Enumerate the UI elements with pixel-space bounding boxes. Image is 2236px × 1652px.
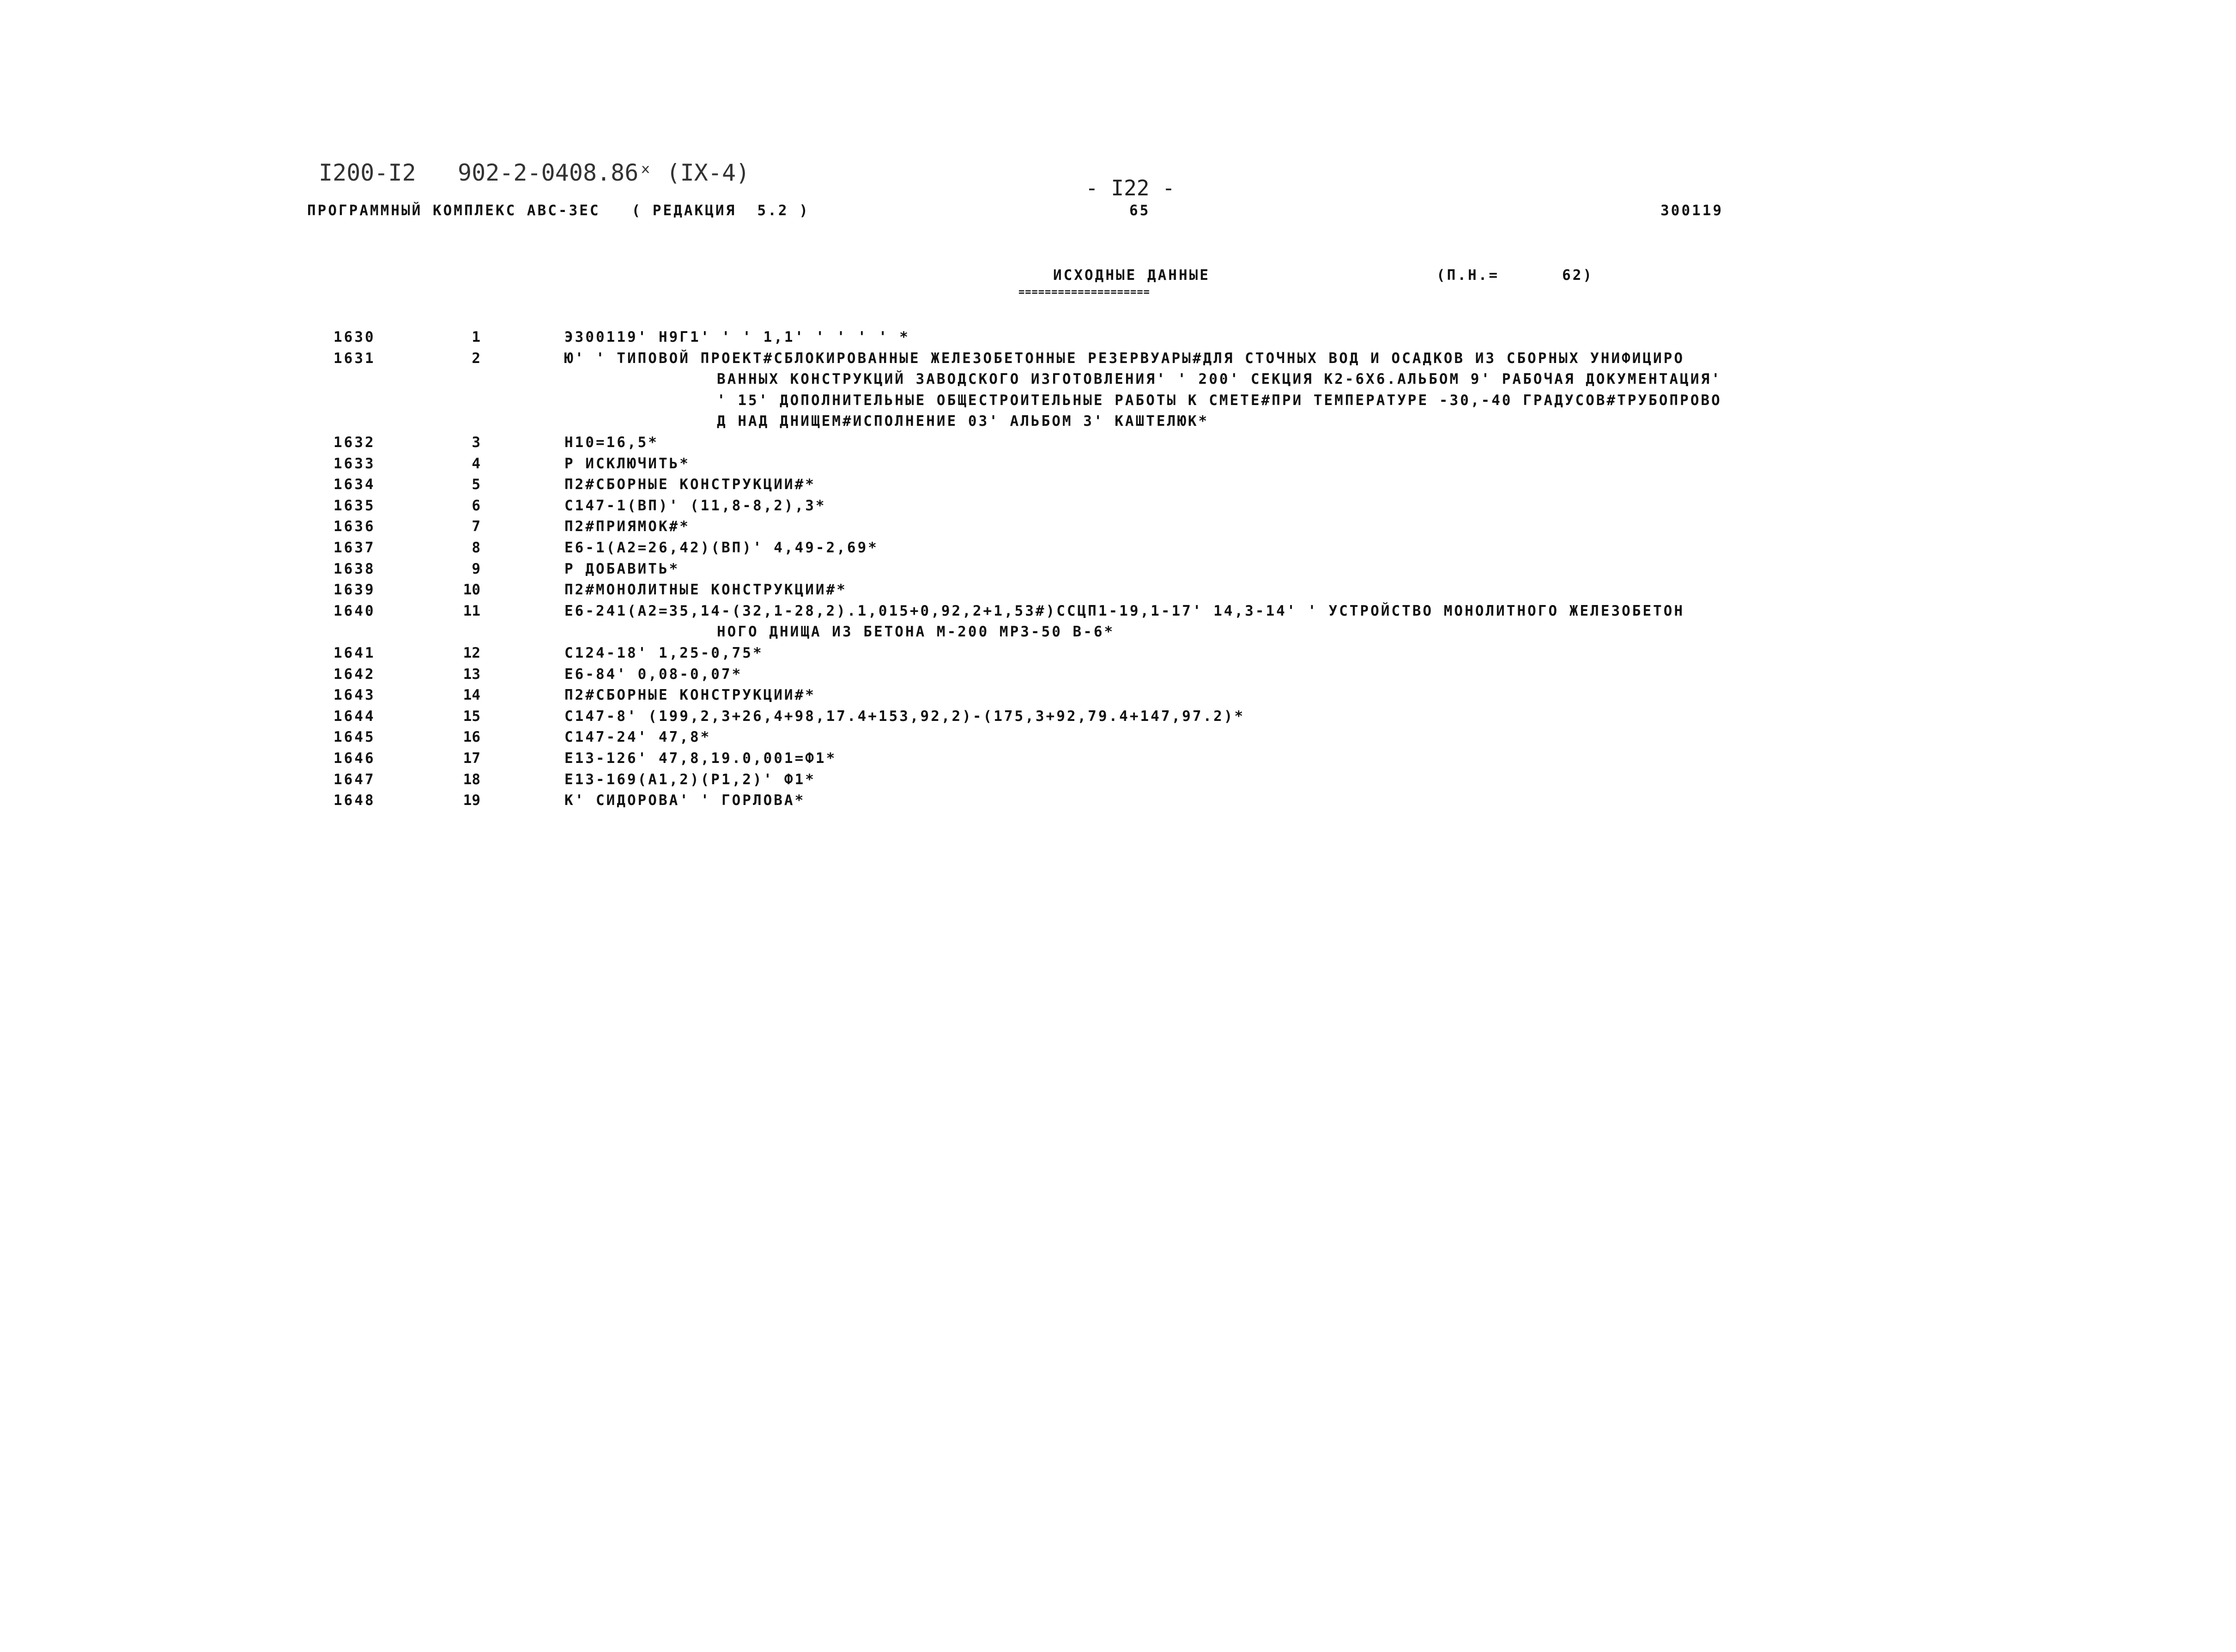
record-text: Е13-126' 47,8,19.0,001=Ф1* — [564, 750, 837, 767]
record-number: 4 — [472, 455, 480, 472]
line-number: 1648 — [333, 792, 376, 809]
record-text: Е6-241(А2=35,14-(32,1-28,2).1,015+0,92,2+1,53#)ССЦП1-19,1-17' 14,3-14' ' УСТРОЙСТВО МОНОЛИТНОГО ЖЕЛЕЗОБЕТОН — [564, 602, 1685, 619]
line-number: 1642 — [333, 666, 376, 683]
record-text: ВАННЫХ КОНСТРУКЦИЙ ЗАВОДСКОГО ИЗГОТОВЛЕНИЯ' ' 200' СЕКЦИЯ К2-6Х6.АЛЬБОМ 9' РАБОЧАЯ ДОКУМЕНТАЦИЯ' — [717, 371, 1722, 388]
record-text: ' 15' ДОПОЛНИТЕЛЬНЫЕ ОБЩЕСТРОИТЕЛЬНЫЕ РАБОТЫ К СМЕТЕ#ПРИ ТЕМПЕРАТУРЕ -30,-40 ГРАДУСОВ#ТРУБОПРОВО — [717, 392, 1722, 409]
record-text: Р ИСКЛЮЧИТЬ* — [564, 455, 690, 472]
record-number: 2 — [472, 350, 480, 367]
record-text: Н10=16,5* — [564, 434, 659, 451]
program-header: ПРОГРАММНЫЙ КОМПЛЕКС АВС-ЗЕС ( РЕДАКЦИЯ 5.2 ) — [307, 202, 810, 219]
record-number: 8 — [472, 539, 480, 556]
record-text: С147-1(ВП)' (11,8-8,2),3* — [564, 497, 826, 514]
section-title-underline: ==================== — [1018, 286, 1150, 298]
line-number: 1644 — [333, 708, 376, 725]
line-number: 1640 — [333, 602, 376, 619]
record-number: 18 — [463, 771, 480, 788]
record-number: 5 — [472, 476, 480, 493]
line-number: 1635 — [333, 497, 376, 514]
line-number: 1647 — [333, 771, 376, 788]
line-number: 1631 — [333, 350, 376, 367]
line-number: 1646 — [333, 750, 376, 767]
document-code: 300119 — [1660, 202, 1723, 219]
record-number: 7 — [472, 518, 480, 535]
line-number: 1630 — [333, 329, 376, 345]
record-number: 6 — [472, 497, 480, 514]
record-text: Ю' ' ТИПОВОЙ ПРОЕКТ#СБЛОКИРОВАННЫЕ ЖЕЛЕЗОБЕТОННЫЕ РЕЗЕРВУАРЫ#ДЛЯ СТОЧНЫХ ВОД И ОСАДКОВ ИЗ СБОРНЫХ УНИФИЦИРО — [564, 350, 1685, 367]
section-title: ИСХОДНЫЕ ДАННЫЕ — [1053, 267, 1210, 284]
line-number: 1637 — [333, 539, 376, 556]
record-text: Е6-84' 0,08-0,07* — [564, 666, 743, 683]
line-number: 1638 — [333, 560, 376, 577]
record-text: Е13-169(А1,2)(Р1,2)' Ф1* — [564, 771, 816, 788]
record-text: Р ДОБАВИТЬ* — [564, 560, 680, 577]
record-number: 17 — [463, 750, 480, 767]
record-number: 1 — [472, 329, 480, 345]
line-number: 1639 — [333, 581, 376, 599]
record-text: Э300119' Н9Г1' ' ' 1,1' ' ' ' ' * — [564, 329, 910, 345]
record-text: НОГО ДНИЩА ИЗ БЕТОНА М-200 МРЗ-50 В-6* — [717, 623, 1115, 641]
line-number: 1633 — [333, 455, 376, 472]
record-number: 10 — [463, 581, 480, 599]
record-number: 15 — [463, 708, 480, 725]
page-label: - I22 - — [1085, 175, 1175, 200]
record-number: 14 — [463, 687, 480, 704]
record-text: С124-18' 1,25-0,75* — [564, 645, 764, 661]
record-number: 3 — [472, 434, 480, 451]
line-number: 1645 — [333, 729, 376, 746]
line-number: 1641 — [333, 645, 376, 661]
page-number: 65 — [1129, 202, 1151, 219]
record-text: Д НАД ДНИЩЕМ#ИСПОЛНЕНИЕ 03' АЛЬБОМ 3' КАШТЕЛЮК* — [717, 413, 1209, 430]
record-text: П2#ПРИЯМОК#* — [564, 518, 690, 535]
record-number: 12 — [463, 645, 480, 661]
line-number: 1634 — [333, 476, 376, 493]
record-text: С147-24' 47,8* — [564, 729, 711, 746]
record-number: 11 — [463, 602, 480, 619]
record-text: К' СИДОРОВА' ' ГОРЛОВА* — [564, 792, 806, 809]
record-number: 16 — [463, 729, 480, 746]
document-stamp: I200-I2 902-2-0408.86ˣ (IX-4) — [319, 159, 750, 186]
line-number: 1643 — [333, 687, 376, 704]
record-number: 13 — [463, 666, 480, 683]
record-text: П2#СБОРНЫЕ КОНСТРУКЦИИ#* — [564, 687, 816, 704]
record-text: П2#СБОРНЫЕ КОНСТРУКЦИИ#* — [564, 476, 816, 493]
record-text: П2#МОНОЛИТНЫЕ КОНСТРУКЦИИ#* — [564, 581, 847, 599]
record-text: С147-8' (199,2,3+26,4+98,17.4+153,92,2)-(175,3+92,79.4+147,97.2)* — [564, 708, 1245, 725]
line-number: 1636 — [333, 518, 376, 535]
record-text: Е6-1(А2=26,42)(ВП)' 4,49-2,69* — [564, 539, 879, 556]
record-number: 19 — [463, 792, 480, 809]
line-number: 1632 — [333, 434, 376, 451]
section-pn: (П.Н.= 62) — [1436, 267, 1594, 284]
record-number: 9 — [472, 560, 480, 577]
